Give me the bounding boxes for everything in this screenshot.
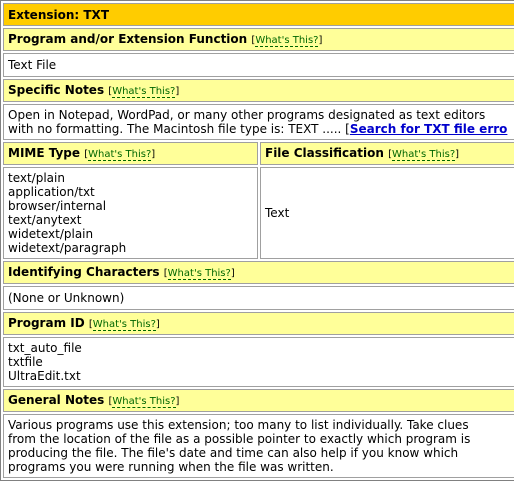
specific-notes-header: Specific Notes [What's This?] xyxy=(3,79,514,102)
mime-type-item: widetext/plain xyxy=(8,227,94,241)
specific-notes-line xyxy=(8,122,514,136)
program-function-heading: Program and/or Extension Function xyxy=(8,31,248,46)
extension-title: Extension: TXT xyxy=(3,3,514,26)
general-notes-line: programs you were running when the file was written. xyxy=(8,460,334,474)
program-id-item: txt_auto_file xyxy=(8,341,82,355)
program-id-list xyxy=(3,337,514,387)
specific-notes-line: Open in Notepad, WordPad, or many other programs designated as text editors xyxy=(8,108,486,122)
mime-type-list xyxy=(3,167,258,259)
program-id-heading: Program ID xyxy=(8,315,85,330)
specific-notes-heading: Specific Notes xyxy=(8,82,105,97)
general-notes-header: General Notes [What's This?] xyxy=(3,389,514,412)
file-classification-header: File Classification [What's This?] xyxy=(260,142,514,165)
general-notes-line: from the location of the file as a possible pointer to exactly which program is xyxy=(8,432,471,446)
whats-this-link[interactable]: What's This? xyxy=(92,318,156,330)
whats-this-link[interactable]: What's This? xyxy=(112,85,176,97)
specific-notes-text: with no formatting. The Macintosh file type is: TEXT ..... [ xyxy=(8,122,350,136)
program-id-header: Program ID [What's This?] xyxy=(3,312,514,335)
whats-this-link[interactable]: What's This? xyxy=(255,34,319,46)
search-error-link[interactable]: Search for TXT file erro xyxy=(349,122,508,136)
general-notes-body xyxy=(3,414,514,478)
general-notes-line: producing the file. The file's date and time can also help if you know which xyxy=(8,446,459,460)
mime-type-item: application/txt xyxy=(8,185,95,199)
program-function-value: Text File xyxy=(3,53,514,77)
mime-type-item: text/anytext xyxy=(8,213,82,227)
mime-type-item: text/plain xyxy=(8,171,65,185)
identifying-characters-header: Identifying Characters [What's This?] xyxy=(3,261,514,284)
whats-this-link[interactable]: What's This? xyxy=(392,148,456,160)
whats-this-link[interactable]: What's This? xyxy=(112,395,176,407)
general-notes-line: Various programs use this extension; too many to list individually. Take clues xyxy=(8,418,469,432)
whats-this-link[interactable]: What's This? xyxy=(167,267,231,279)
mime-type-heading: MIME Type xyxy=(8,145,81,160)
whats-this-link[interactable]: What's This? xyxy=(88,148,152,160)
program-id-item: UltraEdit.txt xyxy=(8,369,81,383)
file-classification-heading: File Classification xyxy=(265,145,384,160)
mime-type-item: widetext/paragraph xyxy=(8,241,127,255)
file-classification-value: Text xyxy=(260,167,514,259)
identifying-characters-value: (None or Unknown) xyxy=(3,286,514,310)
specific-notes-body xyxy=(3,104,514,140)
program-id-item: txtfile xyxy=(8,355,43,369)
mime-type-item: browser/internal xyxy=(8,199,107,213)
general-notes-heading: General Notes xyxy=(8,392,105,407)
mime-type-header: MIME Type [What's This?] xyxy=(3,142,258,165)
program-function-header: Program and/or Extension Function [What's This?] xyxy=(3,28,514,51)
identifying-characters-heading: Identifying Characters xyxy=(8,264,160,279)
